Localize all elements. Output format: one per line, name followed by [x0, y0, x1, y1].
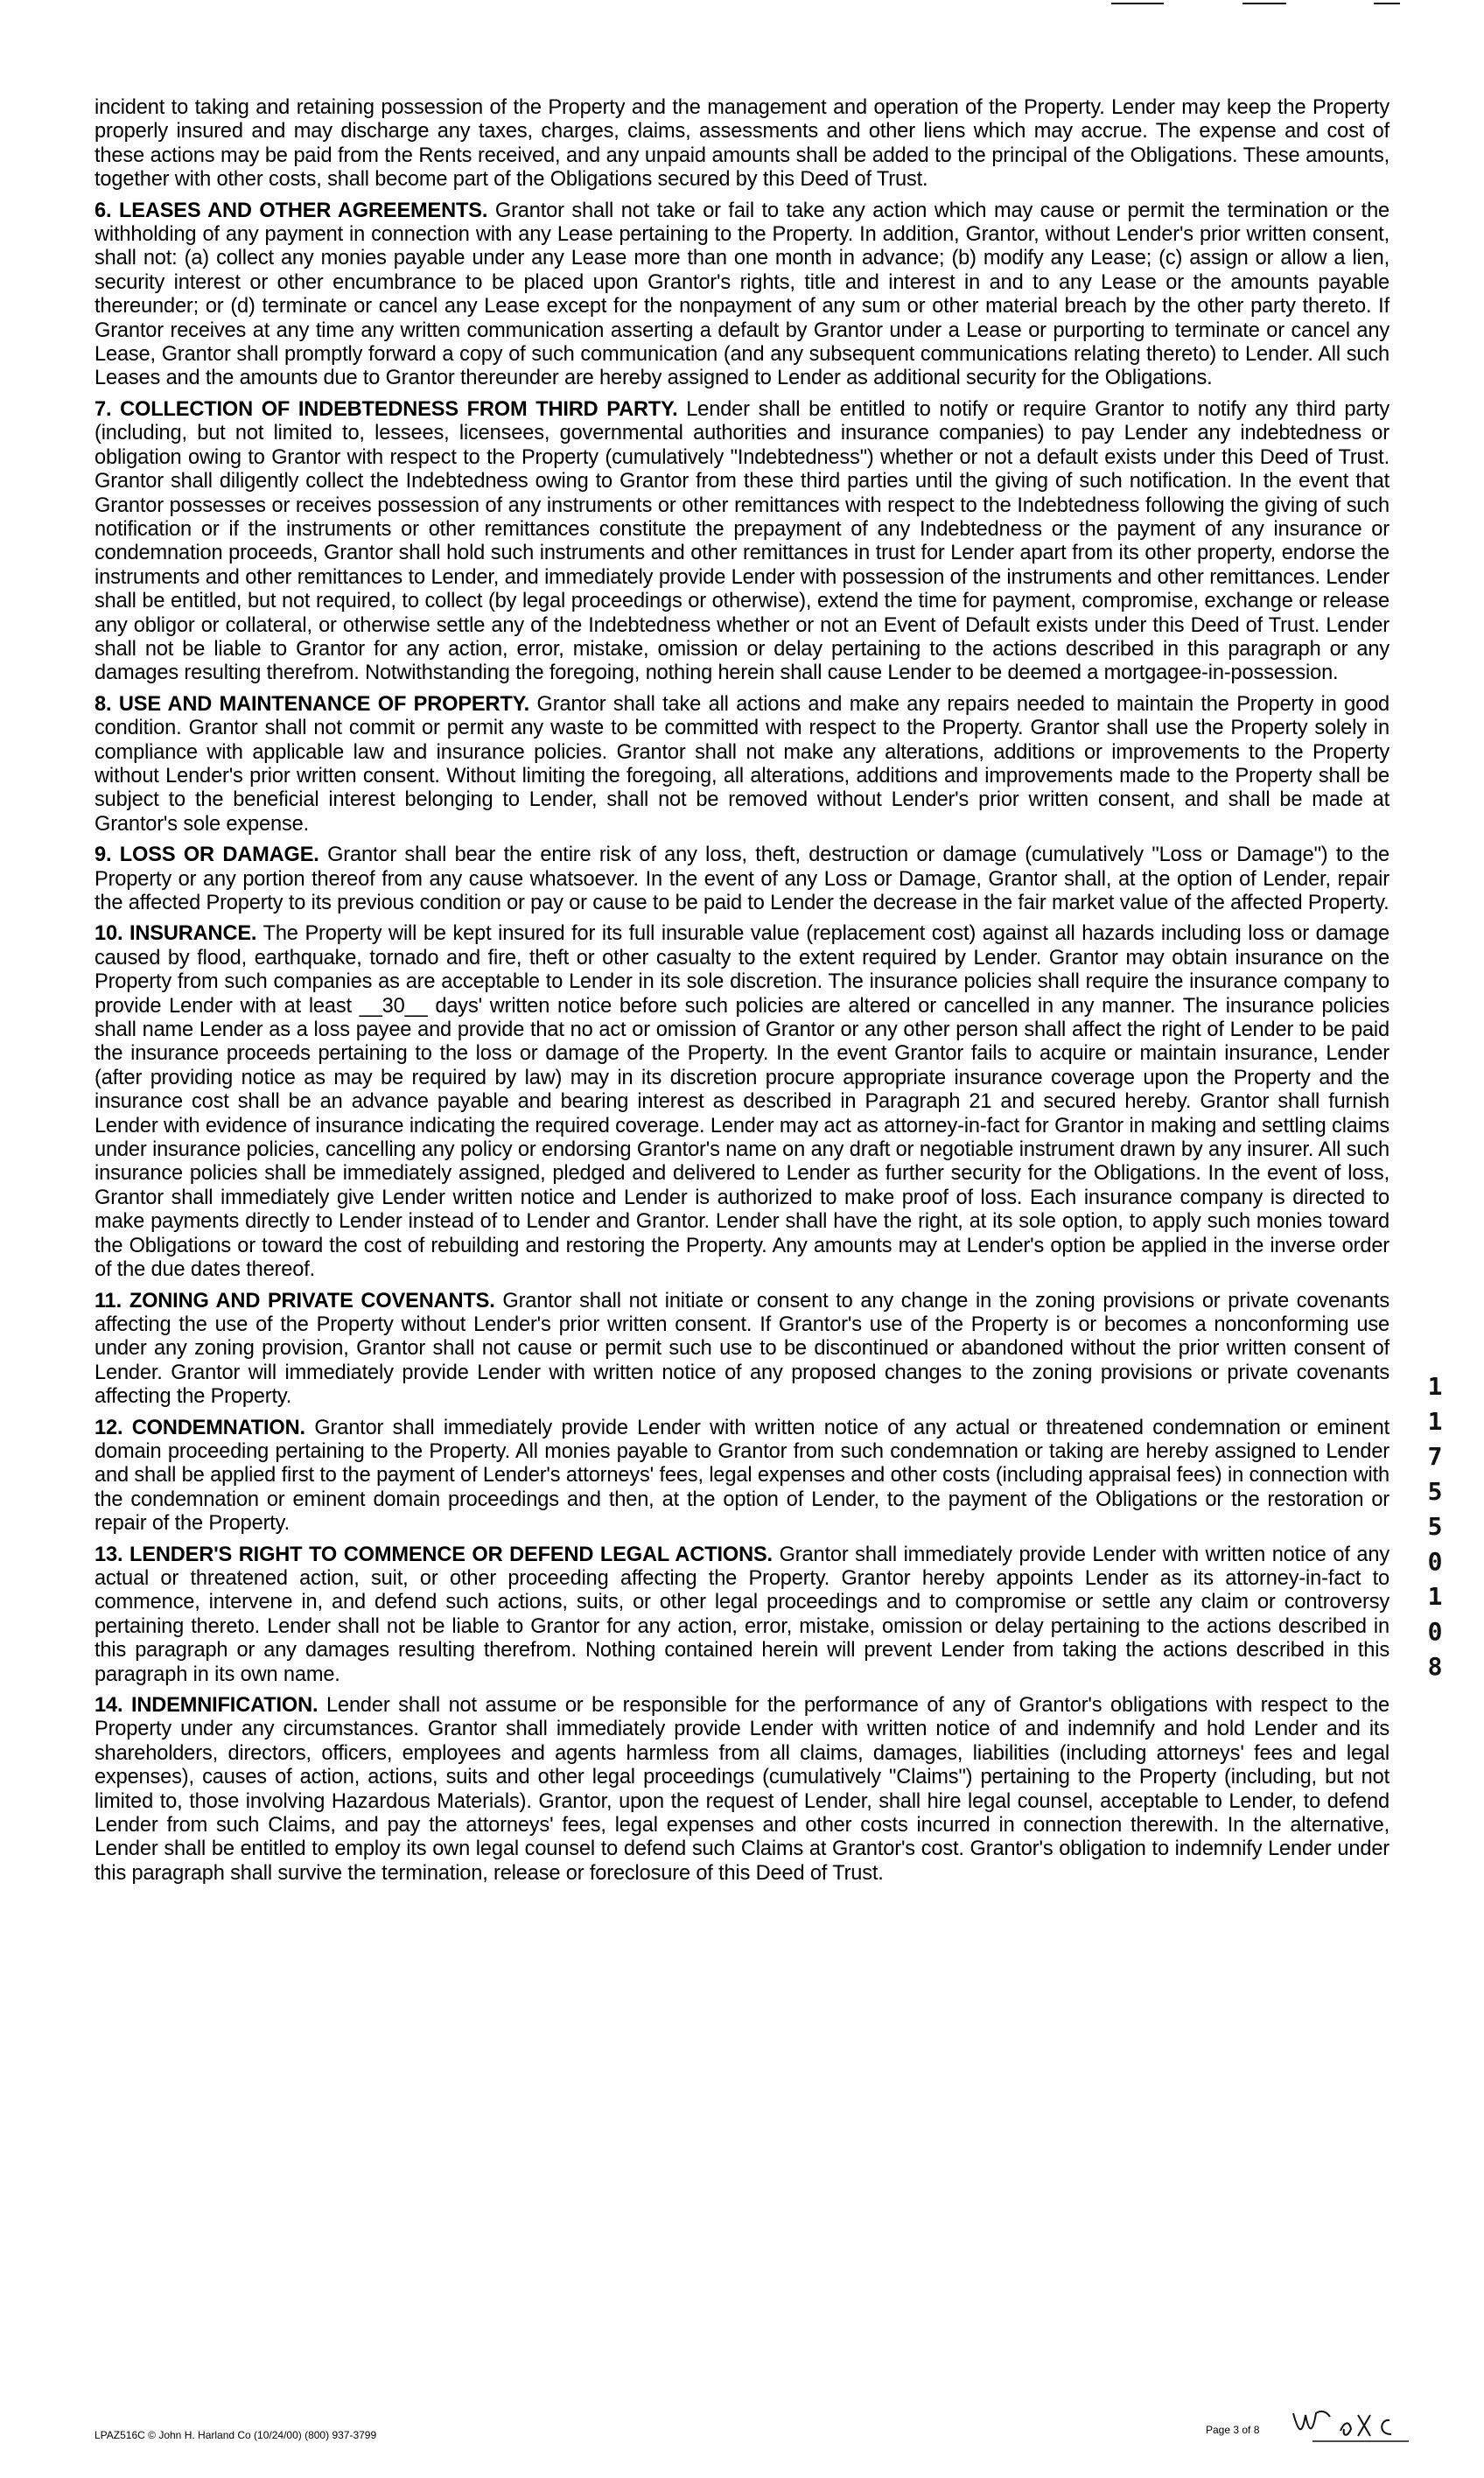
paragraph-12-condemnation [94, 1417, 1390, 1536]
handwritten-initials [1286, 2398, 1418, 2450]
stamp-digit: 5 [1427, 1512, 1443, 1541]
paragraph-heading: CONDEMNATION. [131, 1416, 305, 1439]
paragraph-6-leases [94, 200, 1390, 391]
paragraph-text: Grantor shall not take or fail to take any action which may cause or permit the termination or the withholding of any payment in connection with any Lease pertaining to the Property. In addition, Grantor, without Lender's prior written consent, shall not: (a) collect any monies payable under any Lease more than one month in advance; (b) modify any Lease; (c) assign or allow a lien, security interest or other encumbrance to be placed upon Grantor's rights, title and interest in and to any Lease or the amounts payable thereunder; or (d) terminate or cancel any Lease except for the nonpayment of any sum or other material breach by the other party thereto. If Grantor receives at any time any written communication asserting a default by Grantor under a Lease or purporting to terminate or cancel any Lease, Grantor shall promptly forward a copy of such communication (and any subsequent communications relating thereto) to Lender. All such Leases and the amounts due to Grantor thereunder are hereby assigned to Lender as additional security for the Obligations. [94, 199, 1390, 390]
paragraph-text: Grantor shall bear the entire risk of any loss, theft, destruction or damage (cumulatively "Loss or Damage") to the Property or any portion thereof from any cause whatsoever. In the event of any Loss or Damage, Grantor shall, at the option of Lender, repair the affected Property to its previous condition or pay or cause to be paid to Lender the decrease in the fair market value of the affected Property. [94, 844, 1390, 914]
stamp-digit: 1 [1427, 1582, 1443, 1611]
paragraph-11-zoning [94, 1290, 1390, 1410]
paragraph-5-continuation [94, 96, 1390, 192]
paragraph-number: 10. [94, 922, 123, 946]
paragraph-9-loss [94, 844, 1390, 915]
paragraph-heading: LEASES AND OTHER AGREEMENTS. [118, 199, 488, 222]
stamp-digit: 5 [1427, 1477, 1443, 1506]
paragraph-heading: LOSS OR DAMAGE. [119, 844, 319, 867]
paragraph-13-legal-actions [94, 1544, 1390, 1687]
paragraph-number: 9. [94, 844, 112, 867]
paragraph-heading: INDEMNIFICATION. [130, 1694, 318, 1717]
paragraph-heading: COLLECTION OF INDEBTEDNESS FROM THIRD PARTY. [120, 397, 678, 421]
paragraph-number: 14. [94, 1694, 123, 1717]
recording-number-stamp [1419, 1369, 1451, 1684]
paragraph-7-collection [94, 398, 1390, 686]
stamp-digit: 8 [1427, 1652, 1443, 1681]
stamp-digit: 0 [1427, 1547, 1443, 1576]
paragraph-heading: INSURANCE. [130, 922, 257, 946]
deed-of-trust-body [94, 96, 1390, 1893]
paragraph-text: The Property will be kept insured for its full insurable value (replacement cost) against all hazards including loss or damage caused by flood, earthquake, tornado and fire, theft or other casualty to the extent required by Lender. Grantor may obtain insurance on the Property from such companies as are acceptable to Lender in its sole discretion. The insurance policies shall require the insurance company to provide Lender with at least __30__ days' written notice before such policies are altered or cancelled in any manner. The insurance policies shall name Lender as a loss payee and provide that no act or omission of Grantor or any other person shall affect the right of Lender to be paid the insurance proceeds pertaining to the loss or damage of the Property. In the event Grantor fails to acquire or maintain insurance, Lender (after providing notice as may be required by law) may in its discretion procure appropriate insurance coverage upon the Property and the insurance cost shall be an advance payable and bearing interest as described in Paragraph 21 and secured hereby. Grantor shall furnish Lender with evidence of insurance indicating the required coverage. Lender may act as attorney-in-fact for Grantor in making and settling claims under insurance policies, cancelling any policy or endorsing Grantor's name on any draft or negotiable instrument drawn by any insurer. All such insurance policies shall be immediately assigned, pledged and delivered to Lender as further security for the Obligations. In the event of loss, Grantor shall immediately give Lender written notice and Lender is authorized to make proof of loss. Each insurance company is directed to make payments directly to Lender instead of to Lender and Grantor. Lender shall have the right, at its sole option, to apply such monies toward the Obligations or toward the cost of rebuilding and restoring the Property. Any amounts may at Lender's option be applied in the inverse order of the due dates thereof. [94, 922, 1390, 1282]
paragraph-text: Grantor shall not initiate or consent to any change in the zoning provisions or private covenants affecting the use of the Property without Lender's prior written consent. If Grantor's use of the Property is or becomes a nonconforming use under any zoning provision, Grantor shall not cause or permit such use to be discontinued or abandoned without the prior written consent of Lender. Grantor will immediately provide Lender with written notice of any proposed changes to the zoning provisions or private covenants affecting the Property. [94, 1289, 1390, 1409]
paragraph-number: 6. [94, 199, 112, 222]
paragraph-text: Lender shall be entitled to notify or require Grantor to notify any third party (including, but not limited to, lessees, licensees, governmental authorities and insurance companies) to pay Lender any indebtedness or obligation owing to Grantor with respect to the Property (cumulatively "Indebtedness") whether or not a default exists under this Deed of Trust. Grantor shall diligently collect the Indebtedness owing to Grantor from these third parties until the giving of such notification. In the event that Grantor possesses or receives possession of any instruments or other remittances with respect to the Indebtedness following the giving of such notification or if the instruments or other remittances constitute the prepayment of any Indebtedness or the payment of any insurance or condemnation proceeds, Grantor shall hold such instruments and other remittances in trust for Lender apart from its other property, endorse the instruments and other remittances to Lender, and immediately provide Lender with possession of the instruments and other remittances. Lender shall be entitled, but not required, to collect (by legal proceedings or otherwise), extend the time for payment, compromise, exchange or release any obligor or collateral, or otherwise settle any of the Indebtedness whether or not an Event of Default exists under this Deed of Trust. Lender shall not be liable to Grantor for any action, error, mistake, omission or delay pertaining to the actions described in this paragraph or any damages resulting therefrom. Notwithstanding the foregoing, nothing herein shall cause Lender to be deemed a mortgagee-in-possession. [94, 397, 1390, 685]
paragraph-8-maintenance [94, 693, 1390, 836]
paragraph-number: 11. [94, 1289, 122, 1312]
paragraph-number: 8. [94, 692, 112, 716]
stamp-digit: 1 [1427, 1407, 1443, 1436]
stamp-digit: 7 [1427, 1442, 1443, 1471]
copyright-text: © John H. Harland Co (10/24/00) (800) 937-3799 [148, 2429, 377, 2441]
paragraph-text: incident to taking and retaining possession of the Property and the management and operation of the Property. Lender may keep the Property properly insured and may discharge any taxes, charges, claims, assessments and other liens which may accrue. The expense and cost of these actions may be paid from the Rents received, and any unpaid amounts shall be added to the principal of the Obligations. These amounts, together with other costs, shall become part of the Obligations secured by this Deed of Trust. [94, 96, 1390, 192]
page-number: Page 3 of 8 [1206, 2424, 1260, 2436]
form-id: LPAZ516C [94, 2429, 145, 2441]
paragraph-number: 12. [94, 1416, 123, 1439]
form-footer [94, 2429, 376, 2441]
paragraph-text: Grantor shall take all actions and make any repairs needed to maintain the Property in good condition. Grantor shall not commit or permit any waste to be committed with respect to the Property. Grantor shall use the Property solely in compliance with applicable law and insurance policies. Grantor shall not make any alterations, additions or improvements to the Property without Lender's prior written consent. Without limiting the foregoing, all alterations, additions and improvements made to the Property shall be subject to the beneficial interest belonging to Lender, shall not be removed without Lender's prior written consent, and shall be made at Grantor's sole expense. [94, 692, 1390, 836]
paragraph-heading: LENDER'S RIGHT TO COMMENCE OR DEFEND LEGAL ACTIONS. [130, 1543, 773, 1566]
paragraph-heading: USE AND MAINTENANCE OF PROPERTY. [118, 692, 530, 716]
paragraph-text: Grantor shall immediately provide Lender with written notice of any actual or threatened action, suit, or other proceeding affecting the Property. Grantor hereby appoints Lender as its attorney-in-fact to commence, intervene in, and defend such actions, suits, or other legal proceedings and to compromise or settle any claim or controversy pertaining thereto. Lender shall not be liable to Grantor for any action, error, mistake, omission or delay pertaining to the actions described in this paragraph or any damages resulting therefrom. Nothing contained herein will prevent Lender from taking the actions described in this paragraph in its own name. [94, 1543, 1390, 1686]
paragraph-heading: ZONING AND PRIVATE COVENANTS. [129, 1289, 495, 1312]
paragraph-text: Grantor shall immediately provide Lender with written notice of any actual or threatened condemnation or eminent domain proceeding pertaining to the Property. All monies payable to Grantor from such condemnation or taking are hereby assigned to Lender and shall be applied first to the payment of Lender's attorneys' fees, legal expenses and other costs (including appraisal fees) in connection with the condemnation or eminent domain proceedings and then, at the option of Lender, to the payment of the Obligations or the restoration or repair of the Property. [94, 1416, 1390, 1536]
paragraph-14-indemnification [94, 1694, 1390, 1886]
paragraph-number: 7. [94, 397, 112, 421]
paragraph-text: Lender shall not assume or be responsible for the performance of any of Grantor's obligations with respect to the Property under any circumstances. Grantor shall immediately provide Lender with written notice of and indemnify and hold Lender and its shareholders, directors, officers, employees and agents harmless from all claims, damages, liabilities (including attorneys' fees and legal expenses), causes of action, actions, suits and other legal proceedings (cumulatively "Claims") pertaining to the Property (including, but not limited to, those involving Hazardous Materials). Grantor, upon the request of Lender, shall hire legal counsel, acceptable to Lender, to defend Lender from such Claims, and pay the attorneys' fees, legal expenses and other costs incurred in connection therewith. In the alternative, Lender shall be entitled to employ its own legal counsel to defend such Claims at Grantor's cost. Grantor's obligation to indemnify Lender under this paragraph shall survive the termination, release or foreclosure of this Deed of Trust. [94, 1694, 1390, 1885]
paragraph-number: 13. [94, 1543, 123, 1566]
scan-edge-marks [1111, 0, 1479, 10]
stamp-digit: 1 [1427, 1372, 1443, 1401]
stamp-digit: 0 [1427, 1617, 1443, 1646]
paragraph-10-insurance [94, 922, 1390, 1282]
